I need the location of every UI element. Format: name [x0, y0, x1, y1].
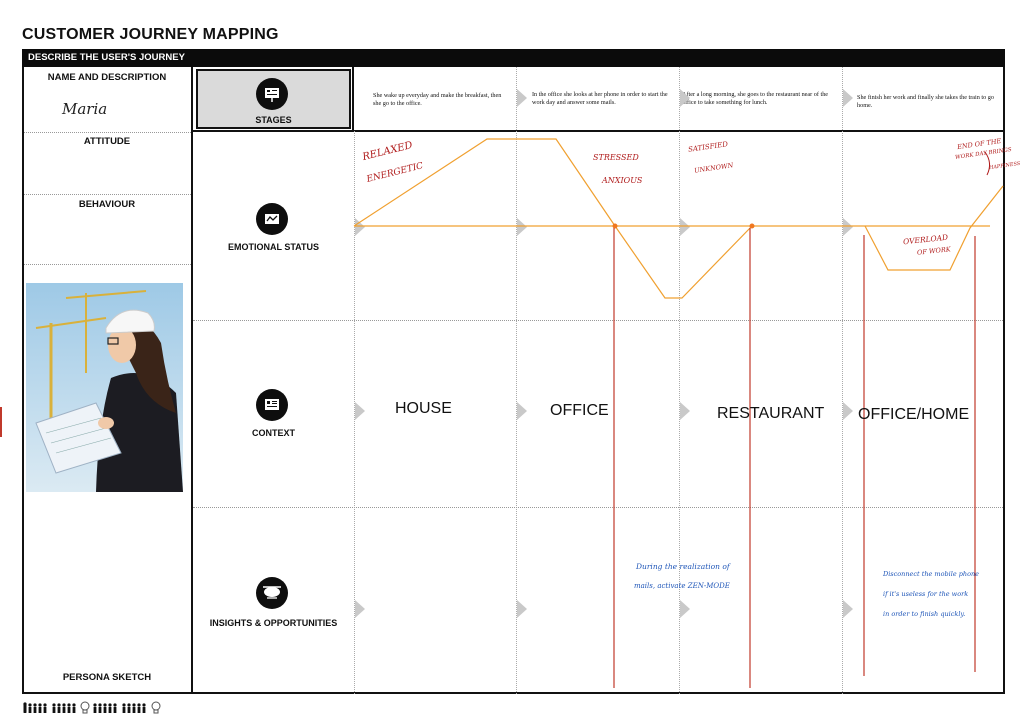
- emotion-end-3: HAPPINESS: [988, 160, 1021, 172]
- context-board-icon: [256, 389, 288, 421]
- insight-office-line-1: During the realization of: [636, 562, 730, 571]
- emotion-relaxed: RELAXED: [361, 139, 414, 164]
- emotional-status-label: EMOTIONAL STATUS: [228, 242, 319, 252]
- page-title: CUSTOMER JOURNEY MAPPING: [22, 26, 279, 43]
- emotion-energetic: ENERGETIC: [365, 161, 425, 185]
- stage-arrow: [680, 600, 690, 618]
- stage-2-description: In the office she looks at her phone in order to start the work day and answer some mails.: [532, 91, 668, 106]
- stage-arrow: [517, 402, 527, 420]
- insight-office-line-2: mails, activate ZEN-MODE: [634, 582, 730, 590]
- emotion-satisfied: SATISFIED: [687, 140, 729, 154]
- emotion-unknown: UNKNOWN: [693, 161, 734, 175]
- context-office: OFFICE: [550, 402, 609, 419]
- stage-arrow: [843, 402, 853, 420]
- people-icon: [22, 700, 172, 716]
- emotion-overload-2: OF WORK: [916, 245, 951, 257]
- behaviour-label: BEHAVIOUR: [78, 199, 136, 210]
- attitude-label: ATTITUDE: [83, 136, 131, 147]
- emotion-stressed: STRESSED: [593, 153, 639, 162]
- insight-home-line-1: Disconnect the mobile phone: [883, 570, 980, 578]
- insight-home-line-3: in order to finish quickly.: [883, 610, 966, 618]
- emotion-overload: OVERLOAD: [902, 232, 949, 247]
- context-office-home: OFFICE/HOME: [858, 406, 970, 423]
- name-description-label: NAME AND DESCRIPTION: [47, 72, 167, 83]
- emotion-end-1: END OF THE: [956, 136, 1002, 152]
- header-bar-label: DESCRIBE THE USER'S JOURNEY: [28, 52, 185, 63]
- stage-1-description: She wake up everyday and make the breakfast, then she go to the office.: [373, 92, 502, 107]
- helicopter-icon: [256, 577, 288, 609]
- stage-arrow: [355, 402, 365, 420]
- context-label: CONTEXT: [251, 428, 295, 438]
- stage-3-description: After a long morning, she goes to the restaurant near of the office to take something for lunch.: [682, 91, 829, 106]
- stage-arrow: [843, 600, 853, 618]
- stage-arrow: [680, 402, 690, 420]
- persona-sketch-label: PERSONA SKETCH: [62, 672, 152, 683]
- persona-name: Maria: [62, 100, 108, 118]
- stage-arrow: [517, 600, 527, 618]
- stage-arrow: [355, 600, 365, 618]
- insights-label: INSIGHTS & OPPORTUNITIES: [209, 618, 338, 628]
- insight-home-line-2: if it's useless for the work: [883, 590, 969, 598]
- stage-4-description: She finish her work and finally she takes the train to go home.: [857, 94, 994, 109]
- context-house: HOUSE: [395, 400, 452, 417]
- stages-label: STAGES: [255, 115, 292, 125]
- emotion-anxious: ANXIOUS: [602, 176, 643, 185]
- bottom-icon-strip: [22, 700, 172, 719]
- context-restaurant: RESTAURANT: [717, 405, 825, 422]
- edge-marker: [0, 407, 2, 437]
- emotion-end-2: WORK DAY BRINGS: [954, 147, 1013, 161]
